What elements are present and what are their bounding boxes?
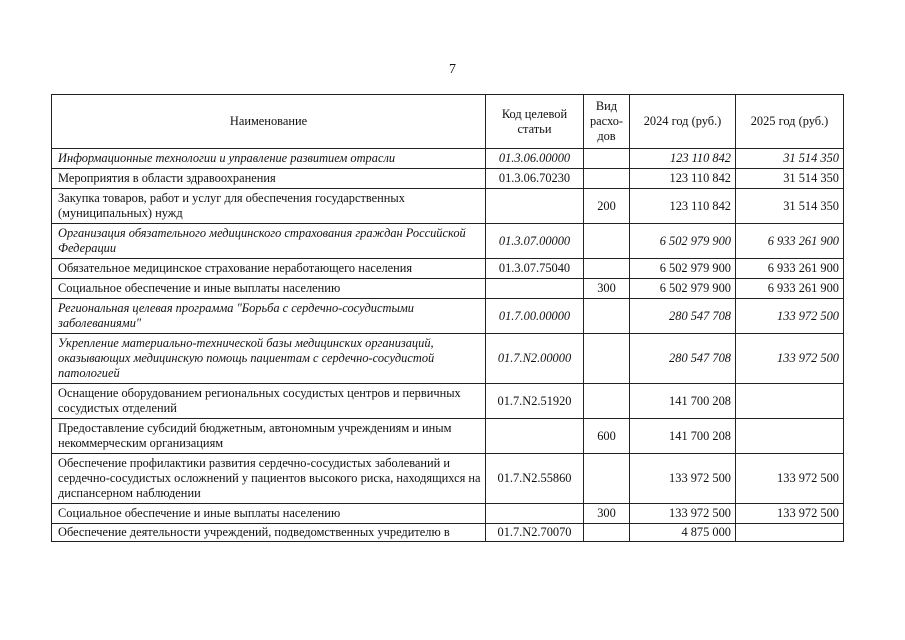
table-row xyxy=(52,419,844,454)
cell-2025 xyxy=(736,524,844,542)
cell-2025: 31 514 350 xyxy=(736,189,844,224)
cell-2024: 4 875 000 xyxy=(630,524,736,542)
budget-table xyxy=(51,94,844,542)
cell-code xyxy=(486,504,584,524)
cell-code: 01.3.07.00000 xyxy=(486,224,584,259)
header-name: Наименование xyxy=(52,95,486,149)
cell-2025: 31 514 350 xyxy=(736,149,844,169)
cell-2025: 133 972 500 xyxy=(736,504,844,524)
cell-2025: 31 514 350 xyxy=(736,169,844,189)
cell-2025: 6 933 261 900 xyxy=(736,259,844,279)
cell-code: 01.7.N2.55860 xyxy=(486,454,584,504)
cell-code: 01.7.N2.51920 xyxy=(486,384,584,419)
cell-2025: 133 972 500 xyxy=(736,454,844,504)
table-row xyxy=(52,149,844,169)
table-row xyxy=(52,279,844,299)
header-2024: 2024 год (руб.) xyxy=(630,95,736,149)
cell-code: 01.7.00.00000 xyxy=(486,299,584,334)
table-body xyxy=(52,149,844,542)
cell-expense-type xyxy=(584,224,630,259)
cell-expense-type: 200 xyxy=(584,189,630,224)
cell-2024: 280 547 708 xyxy=(630,334,736,384)
cell-expense-type xyxy=(584,454,630,504)
cell-2024: 133 972 500 xyxy=(630,504,736,524)
cell-2025: 133 972 500 xyxy=(736,334,844,384)
cell-2025 xyxy=(736,419,844,454)
cell-name: Оснащение оборудованием региональных сосудистых центров и первичных сосудистых отделений xyxy=(52,384,486,419)
cell-2024: 123 110 842 xyxy=(630,149,736,169)
cell-2024: 6 502 979 900 xyxy=(630,279,736,299)
cell-name: Организация обязательного медицинского страхования граждан Российской Федерации xyxy=(52,224,486,259)
header-expense-type: Вид расхо-дов xyxy=(584,95,630,149)
cell-expense-type: 600 xyxy=(584,419,630,454)
cell-2024: 280 547 708 xyxy=(630,299,736,334)
table-row xyxy=(52,384,844,419)
cell-expense-type xyxy=(584,334,630,384)
cell-code: 01.3.06.70230 xyxy=(486,169,584,189)
cell-name: Мероприятия в области здравоохранения xyxy=(52,169,486,189)
table-row xyxy=(52,169,844,189)
cell-name: Закупка товаров, работ и услуг для обеспечения государственных (муниципальных) нужд xyxy=(52,189,486,224)
cell-code xyxy=(486,189,584,224)
table-row xyxy=(52,524,844,542)
cell-code: 01.7.N2.00000 xyxy=(486,334,584,384)
cell-code xyxy=(486,279,584,299)
cell-2024: 6 502 979 900 xyxy=(630,259,736,279)
cell-2025 xyxy=(736,384,844,419)
cell-expense-type xyxy=(584,299,630,334)
table-row xyxy=(52,454,844,504)
cell-name: Региональная целевая программа "Борьба с сердечно-сосудистыми заболеваниями" xyxy=(52,299,486,334)
cell-name: Предоставление субсидий бюджетным, автономным учреждениям и иным некоммерческим организациям xyxy=(52,419,486,454)
page-number: 7 xyxy=(449,62,456,77)
cell-expense-type xyxy=(584,524,630,542)
cell-code: 01.3.07.75040 xyxy=(486,259,584,279)
cell-name: Информационные технологии и управление развитием отрасли xyxy=(52,149,486,169)
cell-name: Обязательное медицинское страхование неработающего населения xyxy=(52,259,486,279)
header-2025: 2025 год (руб.) xyxy=(736,95,844,149)
cell-2024: 141 700 208 xyxy=(630,384,736,419)
header-code: Код целевой статьи xyxy=(486,95,584,149)
table-row xyxy=(52,504,844,524)
cell-expense-type: 300 xyxy=(584,279,630,299)
cell-expense-type xyxy=(584,259,630,279)
cell-name: Социальное обеспечение и иные выплаты населению xyxy=(52,279,486,299)
cell-2024: 123 110 842 xyxy=(630,169,736,189)
cell-name: Социальное обеспечение и иные выплаты населению xyxy=(52,504,486,524)
cell-2024: 133 972 500 xyxy=(630,454,736,504)
cell-2025: 133 972 500 xyxy=(736,299,844,334)
cell-name: Обеспечение деятельности учреждений, подведомственных учредителю в xyxy=(52,524,486,542)
cell-expense-type: 300 xyxy=(584,504,630,524)
cell-2025: 6 933 261 900 xyxy=(736,224,844,259)
cell-2024: 123 110 842 xyxy=(630,189,736,224)
cell-2024: 6 502 979 900 xyxy=(630,224,736,259)
cell-name: Обеспечение профилактики развития сердечно-сосудистых заболеваний и сердечно-сосудистых осложнений у пациентов высокого риска, находящихся на диспансерном наблюдении xyxy=(52,454,486,504)
cell-expense-type xyxy=(584,384,630,419)
cell-expense-type xyxy=(584,149,630,169)
table-row xyxy=(52,224,844,259)
cell-2025: 6 933 261 900 xyxy=(736,279,844,299)
table-row xyxy=(52,259,844,279)
table-row xyxy=(52,189,844,224)
cell-code xyxy=(486,419,584,454)
cell-name: Укрепление материально-технической базы медицинских организаций, оказывающих медицинскую помощь пациентам с сердечно-сосудистой патологией xyxy=(52,334,486,384)
cell-expense-type xyxy=(584,169,630,189)
cell-2024: 141 700 208 xyxy=(630,419,736,454)
cell-code: 01.7.N2.70070 xyxy=(486,524,584,542)
cell-code: 01.3.06.00000 xyxy=(486,149,584,169)
table-row xyxy=(52,334,844,384)
table-row xyxy=(52,299,844,334)
table-header-row xyxy=(52,95,844,149)
